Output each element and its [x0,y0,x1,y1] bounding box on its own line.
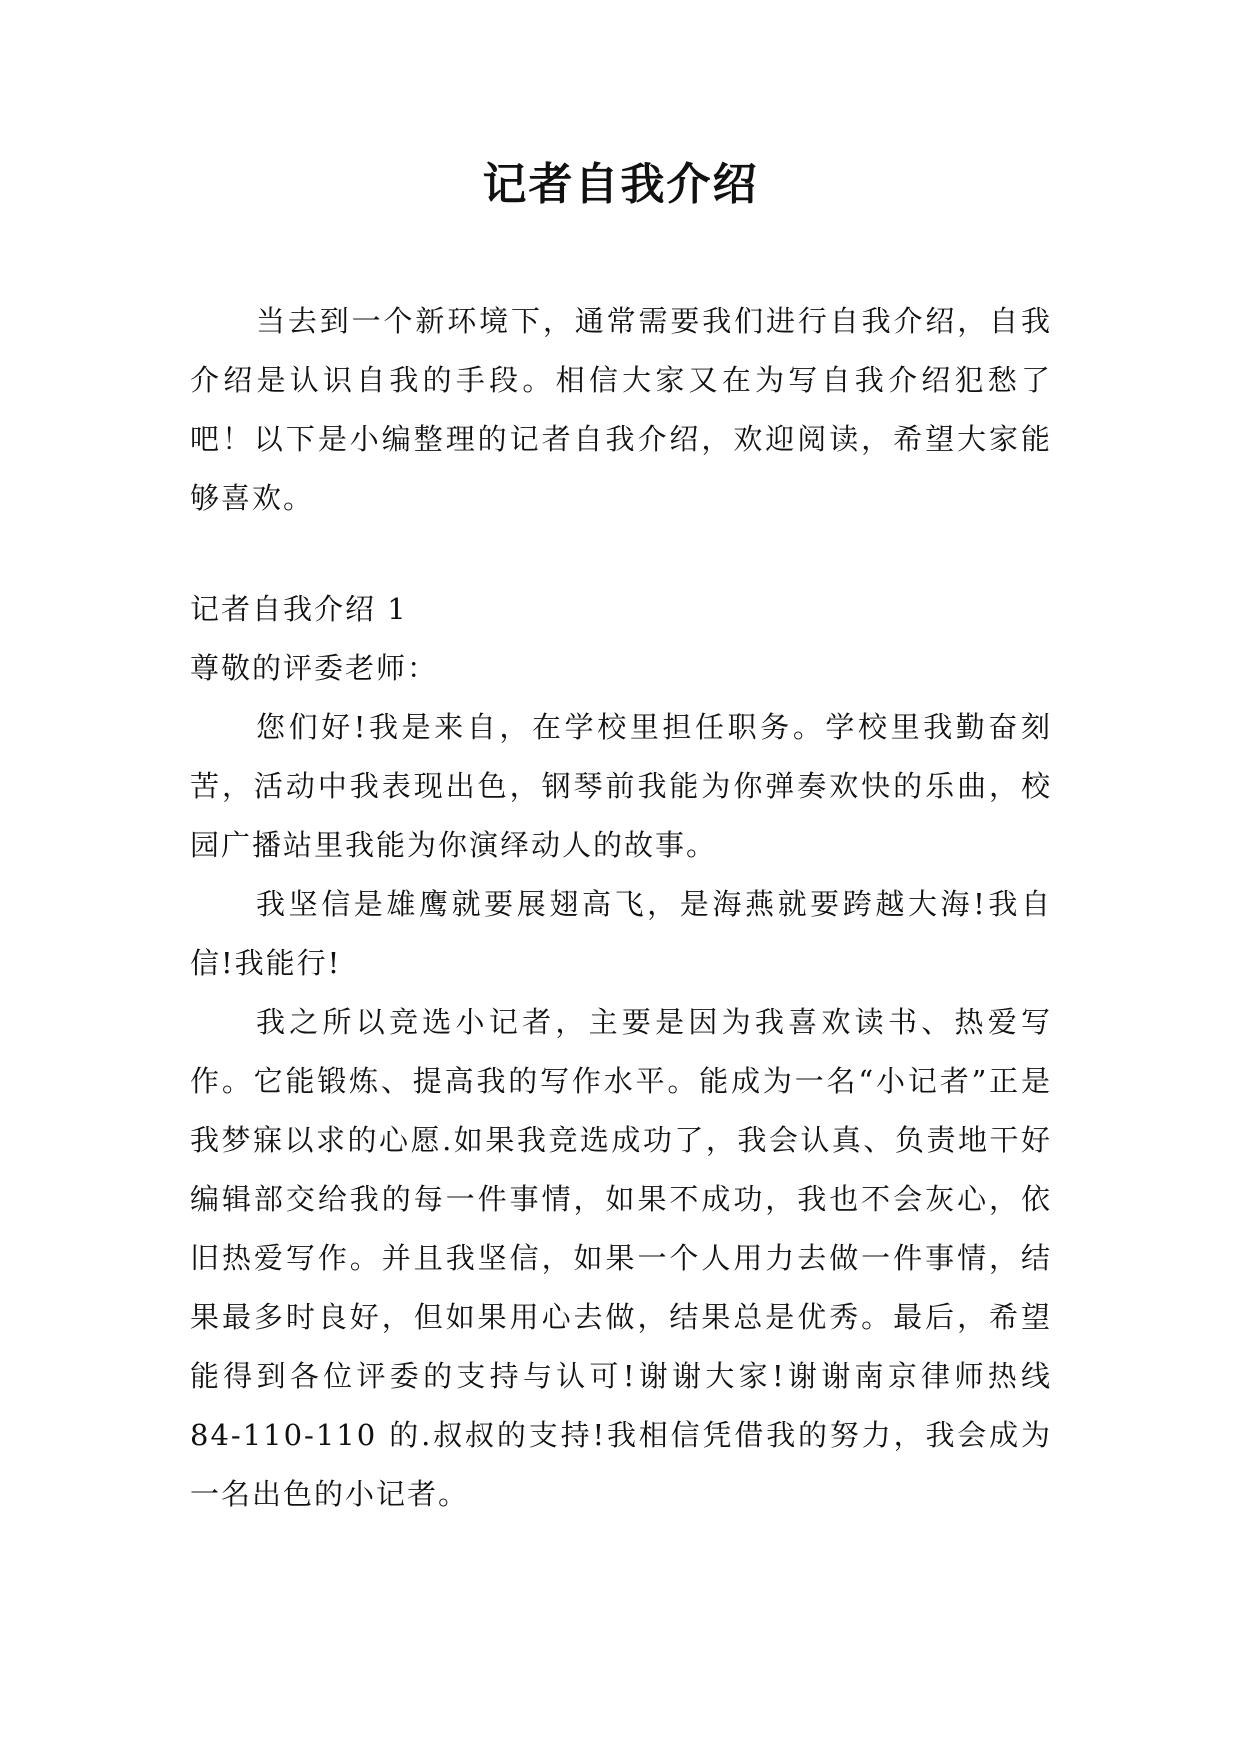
body-paragraph: 您们好!我是来自，在学校里担任职务。学校里我勤奋刻苦，活动中我表现出色，钢琴前我能为你弹奏欢快的乐曲，校园广播站里我能为你演绎动人的故事。 [190,710,1052,862]
intro-section [190,292,1052,528]
salutation: 尊敬的评委老师： [190,651,439,685]
article-section [190,580,1052,1524]
intro-paragraph: 当去到一个新环境下，通常需要我们进行自我介绍，自我介绍是认识自我的手段。相信大家又在为写自我介绍犯愁了吧！以下是小编整理的记者自我介绍，欢迎阅读，希望大家能够喜欢。 [190,304,1052,515]
page-title: 记者自我介绍 [482,159,759,210]
body-paragraph: 我坚信是雄鹰就要展翅高飞，是海燕就要跨越大海!我自信!我能行! [190,887,1052,980]
body-paragraph: 我之所以竞选小记者，主要是因为我喜欢读书、热爱写作。它能锻炼、提高我的写作水平。能成为一名“小记者”正是我梦寐以求的心愿.如果我竞选成功了，我会认真、负责地干好编辑部交给我的每一件事情，如果不成功，我也不会灰心，依旧热爱写作。并且我坚信，如果一个人用力去做一件事情，结果最多时良好，但如果用心去做，结果总是优秀。最后，希望能得到各位评委的支持与认可!谢谢大家!谢谢南京律师热线 84-110-110 的.叔叔的支持!我相信凭借我的努力，我会成为一名出色的小记者。 [190,1005,1052,1511]
section-heading: 记者自我介绍 1 [190,592,408,626]
